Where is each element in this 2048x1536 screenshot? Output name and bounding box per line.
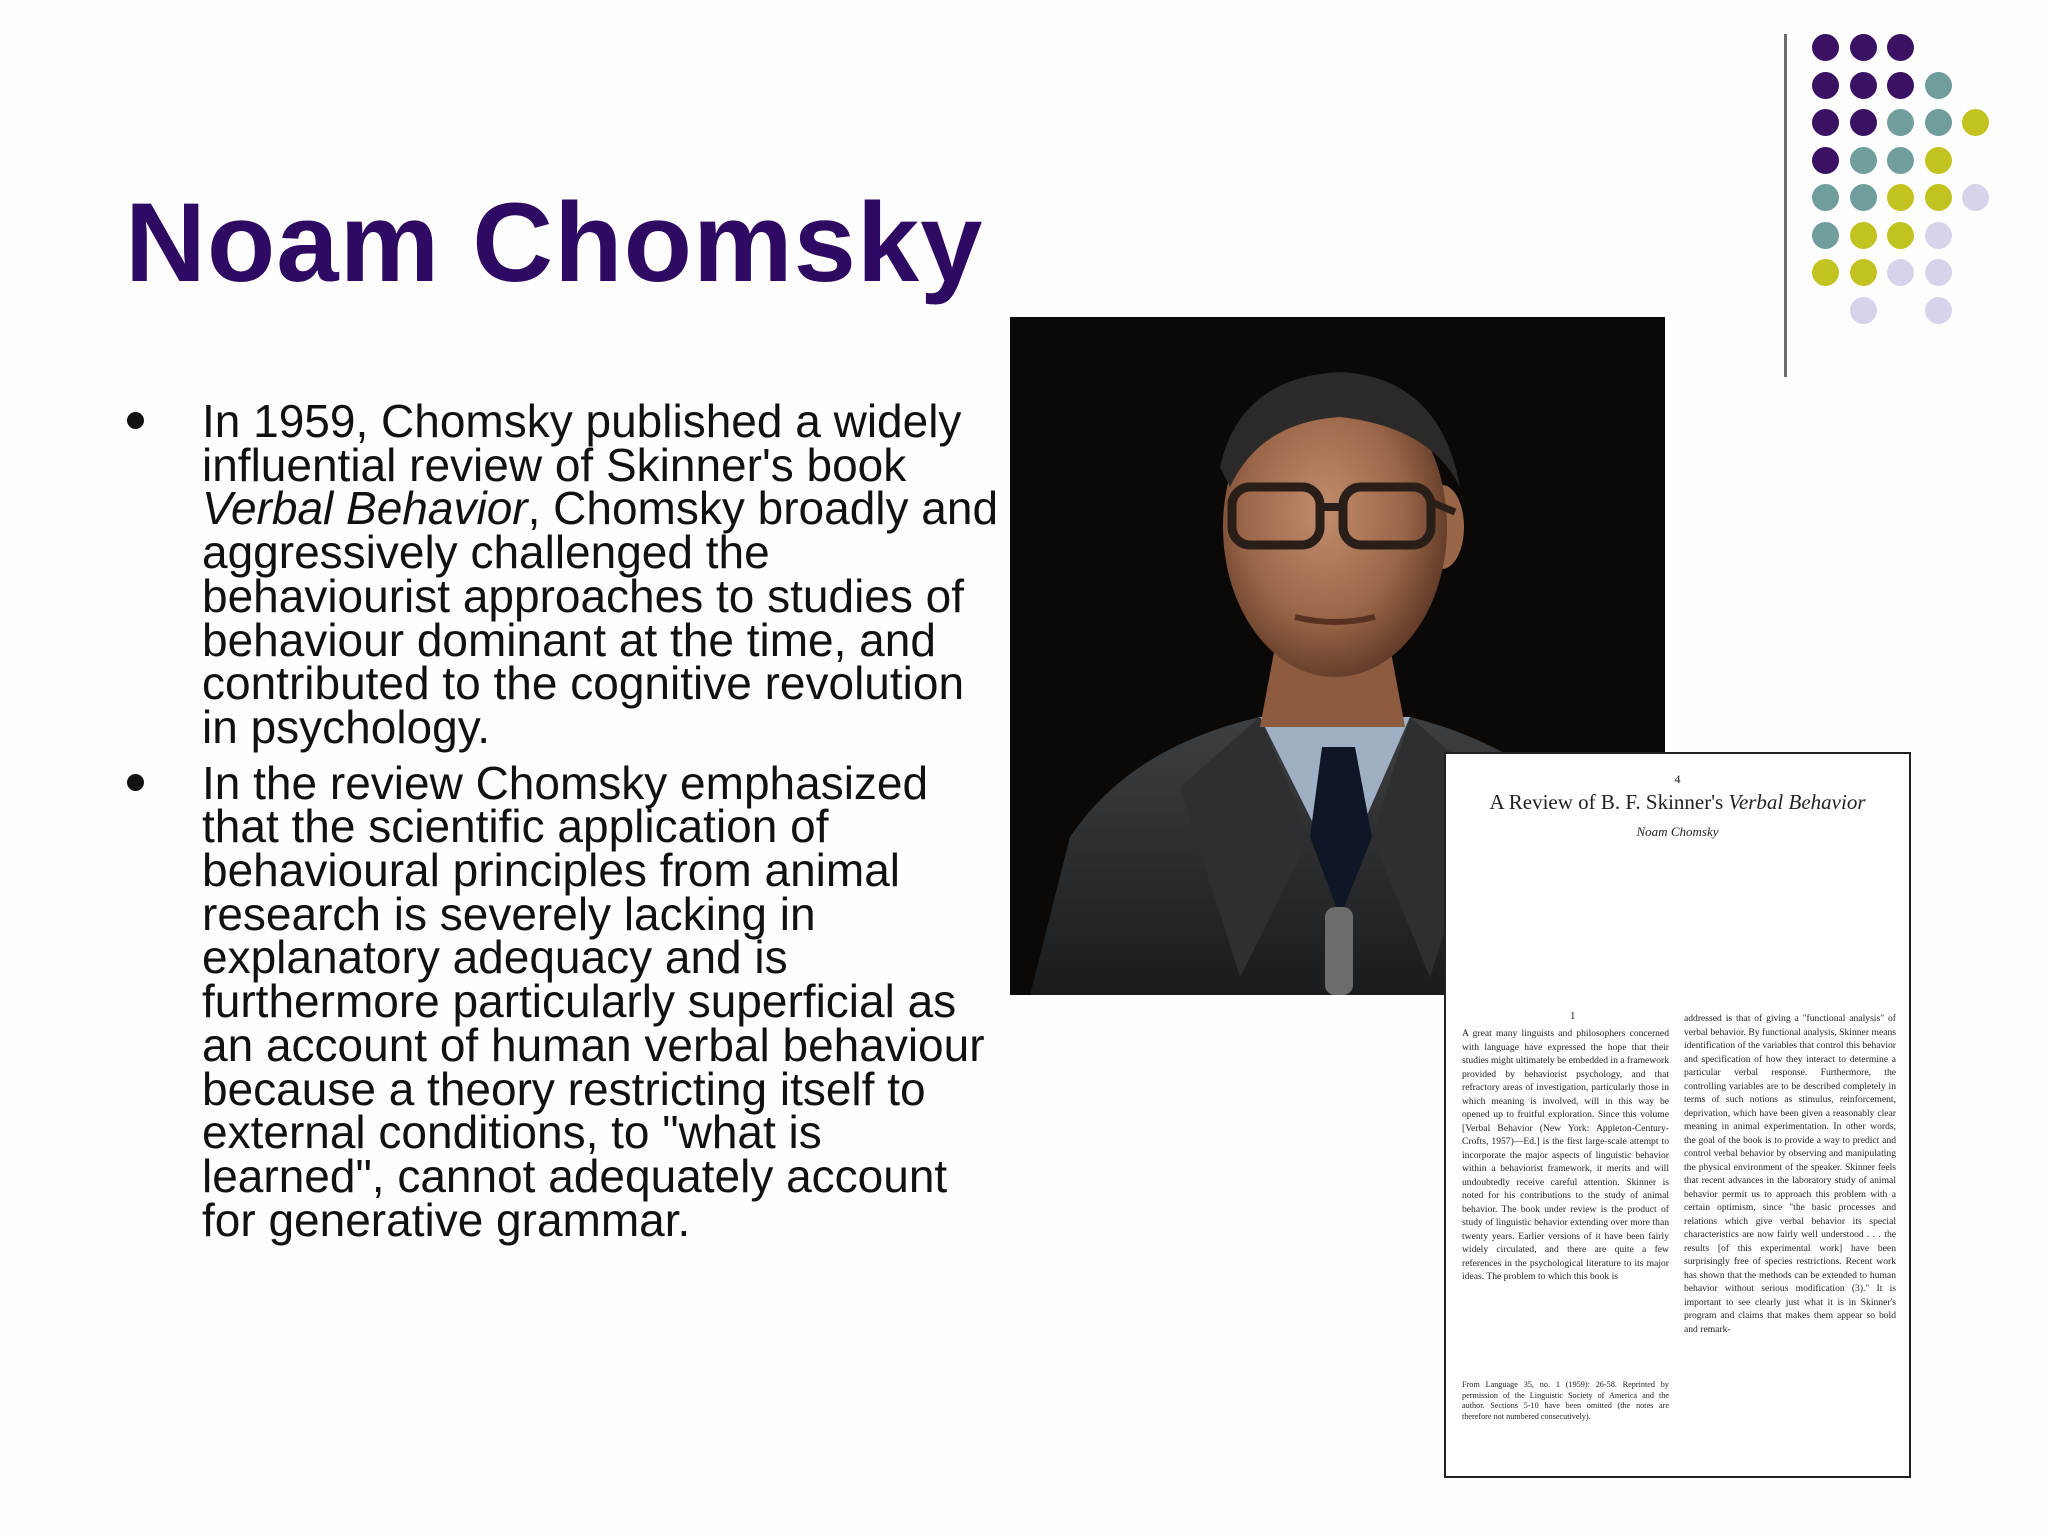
decor-dot — [1812, 259, 1839, 286]
article-right-column: addressed is that of giving a "functional analysis" of verbal behavior. By functional analysis, Skinner means identification of the variables that control this behavior and specification of how they interact to determine a particular verbal response. Furthermore, the controlling variables are to be described completely in terms of such notions as stimulus, reinforcement, deprivation, which have been given a reasonably clear meaning in animal experimentation. In other words, the goal of the book is to provide a way to predict and control verbal behavior by observing and manipulating the physical environment of the speaker. Skinner feels that recent advances in the laboratory study of animal behavior permit us to approach this problem with a certain optimism, since "the basic processes and relations which give verbal behavior its special characteristics are now fairly well understood . . . the results [of this experimental work] have been surprisingly free of species restrictions. Recent work has shown that the methods can be extended to human behavior without serious modification (3)." It is important to see clearly just what it is in Skinner's program and claims that makes them appear so bold and remark- — [1684, 1013, 1896, 1335]
decor-dot — [1925, 184, 1952, 211]
bullet-list — [125, 395, 1005, 1254]
decor-dot — [1887, 109, 1914, 136]
decor-dot — [1925, 147, 1952, 174]
decor-dot — [1925, 222, 1952, 249]
bullet-dot-icon — [127, 774, 144, 791]
divider-line — [1784, 34, 1787, 377]
decor-dot — [1812, 72, 1839, 99]
decor-dot — [1812, 147, 1839, 174]
slide-title: Noam Chomsky — [125, 180, 984, 305]
bullet-dot-icon — [127, 412, 144, 429]
decor-dot — [1887, 34, 1914, 61]
decor-dot — [1812, 184, 1839, 211]
decor-dot — [1850, 259, 1877, 286]
article-title: A Review of B. F. Skinner's Verbal Behavior — [1489, 790, 1866, 814]
decor-dot — [1962, 109, 1989, 136]
decor-dot — [1812, 34, 1839, 61]
bullet-item — [125, 756, 1005, 1246]
article-author: Noam Chomsky — [1636, 824, 1719, 839]
decor-dot — [1850, 34, 1877, 61]
decor-dot — [1925, 109, 1952, 136]
decor-dot — [1850, 109, 1877, 136]
decor-dot — [1962, 184, 1989, 211]
article-page-image — [1444, 752, 1911, 1478]
decor-dot — [1887, 147, 1914, 174]
bullet-text: In 1959, Chomsky published a widely influential review of Skinner's book Verbal Behavior, Chomsky broadly and aggressively challenged the behaviourist approaches to studies of behaviour dominant at the time, and contributed to the cognitive revolution in psychology. — [202, 395, 999, 753]
decor-dot — [1850, 184, 1877, 211]
decor-dot — [1925, 72, 1952, 99]
article-section-number: 1 — [1570, 1010, 1576, 1022]
decor-dot — [1887, 259, 1914, 286]
bullet-item — [125, 395, 1005, 753]
article-page-number: 4 — [1674, 772, 1681, 786]
decor-dot — [1925, 297, 1952, 324]
article-footnote: From Language 35, no. 1 (1959): 26-58. Reprinted by permission of the Linguistic Society of America and the author. Sections 5-10 have been omitted (the notes are therefore not numbered consecutively). — [1462, 1380, 1669, 1421]
decor-dot — [1850, 222, 1877, 249]
decor-dot — [1887, 222, 1914, 249]
decor-dot — [1925, 259, 1952, 286]
article-left-column: A great many linguists and philosophers concerned with language have expressed the hope that their studies might ultimately be embedded in a framework provided by behaviorist psychology, and that refractory areas of investigation, particularly those in which meaning is involved, will in this way be opened up to fruitful exploration. Since this volume [Verbal Behavior (New York: Appleton-Century-Crofts, 1957)—Ed.] is the first large-scale attempt to incorporate the major aspects of linguistic behavior within a behaviorist framework, it merits and will undoubtedly receive careful attention. Skinner is noted for his contributions to the study of animal behavior. The book under review is the product of study of linguistic behavior extending over more than twenty years. Earlier versions of it have been fairly widely circulated, and there are quite a few references in the psychological literature to its major ideas. The problem to which this book is — [1462, 1028, 1670, 1282]
decor-dot — [1812, 109, 1839, 136]
bullet-text: In the review Chomsky emphasized that the scientific application of behavioural principles from animal research is severely lacking in explanatory adequacy and is furthermore particularly superficial as an account of human verbal behaviour because a theory restricting itself to external conditions, to "what is learned", cannot adequately account for generative grammar. — [202, 756, 985, 1246]
decor-dot — [1887, 72, 1914, 99]
decor-dot — [1850, 147, 1877, 174]
decor-dot — [1812, 222, 1839, 249]
decor-dot — [1850, 297, 1877, 324]
decor-dot — [1887, 184, 1914, 211]
decor-dot — [1850, 72, 1877, 99]
